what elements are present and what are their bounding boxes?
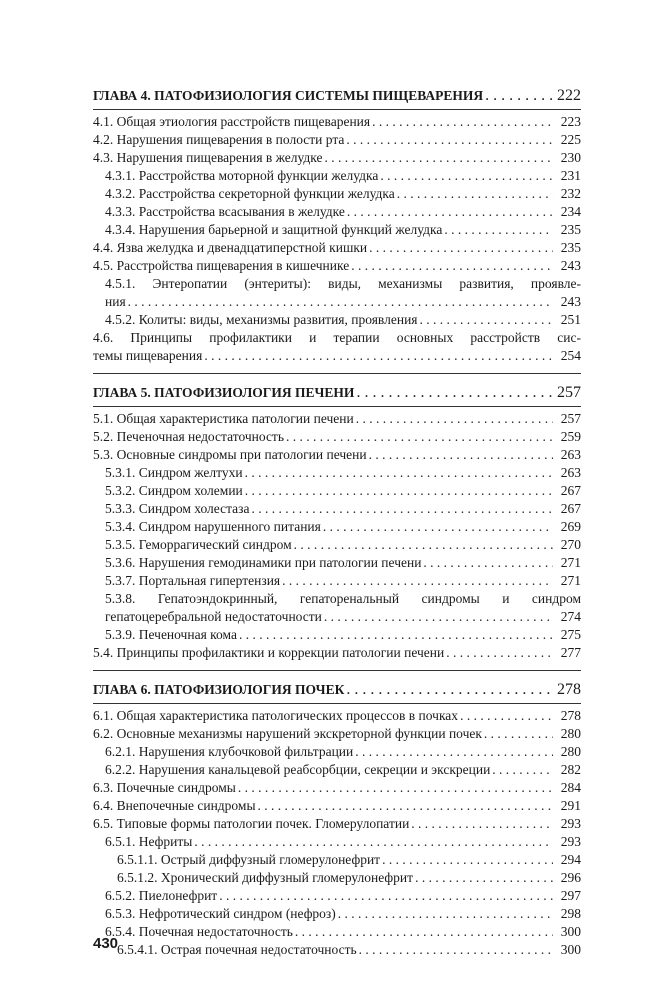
toc-entry[interactable] <box>93 815 581 833</box>
toc-entry-page: 231 <box>560 168 581 183</box>
toc-entry[interactable] <box>93 428 581 446</box>
toc-entry[interactable] <box>93 626 581 644</box>
toc-entry-text: 4.2. Нарушения пищеварения в полости рта <box>93 132 345 147</box>
leader-dots <box>446 644 553 662</box>
toc-entry-text: 6.5.4. Почечная недостаточность <box>105 924 293 939</box>
toc-entry-page: 293 <box>560 834 581 849</box>
toc-entry[interactable] <box>93 851 581 869</box>
toc-entry-page: 243 <box>560 294 581 309</box>
chapter-title: ГЛАВА 5. ПАТОФИЗИОЛОГИЯ ПЕЧЕНИ <box>93 385 355 400</box>
leader-dots <box>359 941 553 959</box>
toc-entry[interactable] <box>93 131 581 149</box>
leader-dots <box>282 572 553 590</box>
leader-dots <box>372 113 553 131</box>
toc-entry-continuation: гепатоцеребральной недостаточности <box>105 609 322 624</box>
toc-entry[interactable] <box>93 410 581 428</box>
leader-dots <box>411 815 553 833</box>
toc-entry[interactable] <box>93 869 581 887</box>
toc-entry-page: 300 <box>560 924 581 939</box>
toc-entry-page: 271 <box>560 555 581 570</box>
leader-dots <box>204 347 553 365</box>
toc-entry-page: 269 <box>560 519 581 534</box>
toc-entry-text: 5.3.2. Синдром холемии <box>105 483 243 498</box>
toc-entry-text: 6.2.2. Нарушения канальцевой реабсорбции, секреции и экскреции <box>105 762 491 777</box>
toc-entry[interactable] <box>93 482 581 500</box>
leader-dots <box>338 905 553 923</box>
toc-entry[interactable] <box>93 239 581 257</box>
toc-entry[interactable] <box>93 518 581 536</box>
toc-entry-text: 6.5.2. Пиелонефрит <box>105 888 218 903</box>
leader-dots <box>423 554 553 572</box>
toc-entry-text: 6.5.1. Нефриты <box>105 834 193 849</box>
leader-dots <box>346 131 553 149</box>
toc-entry[interactable] <box>93 311 581 329</box>
chapter-entries <box>93 704 581 967</box>
leader-dots <box>347 203 553 221</box>
toc-entry-page: 284 <box>560 780 581 795</box>
toc-entry-text: 5.3.9. Печеночная кома <box>105 627 237 642</box>
leader-dots <box>460 707 553 725</box>
toc-entry-text: 6.5.1.1. Острый диффузный гломерулонефрит <box>117 852 381 867</box>
toc-entry-continuation: ния <box>105 294 126 309</box>
toc-entry[interactable] <box>93 644 581 662</box>
leader-dots <box>323 518 553 536</box>
toc-entry[interactable] <box>93 257 581 275</box>
toc-entry-page: 232 <box>560 186 581 201</box>
toc-entry[interactable] <box>93 725 581 743</box>
toc-entry-page: 267 <box>560 483 581 498</box>
leader-dots <box>492 761 553 779</box>
leader-dots <box>245 464 553 482</box>
toc-entry-text: 6.3. Почечные синдромы <box>93 780 236 795</box>
toc-entry[interactable] <box>93 221 581 239</box>
toc-entry-page: 280 <box>560 744 581 759</box>
leader-dots <box>355 743 553 761</box>
leader-dots <box>239 626 553 644</box>
leader-dots <box>356 380 553 406</box>
toc-entry-text: 5.3.4. Синдром нарушенного питания <box>105 519 321 534</box>
toc-entry[interactable] <box>93 572 581 590</box>
toc-entry-page: 235 <box>560 240 581 255</box>
leader-dots <box>219 887 553 905</box>
toc-entry-text: 6.5.3. Нефротический синдром (нефроз) <box>105 906 336 921</box>
toc-entry-text: 5.2. Печеночная недостаточность <box>93 429 284 444</box>
toc-entry[interactable] <box>93 905 581 923</box>
toc-entry-page: 243 <box>560 258 581 273</box>
toc-entry-page: 275 <box>560 627 581 642</box>
toc-entry-page: 274 <box>560 609 581 624</box>
toc-entry[interactable] <box>93 779 581 797</box>
toc-entry-text: 6.2.1. Нарушения клубочковой фильтрации <box>105 744 354 759</box>
toc-entry-page: 294 <box>560 852 581 867</box>
toc-entry[interactable] <box>93 923 581 941</box>
leader-dots <box>369 446 553 464</box>
leader-dots <box>485 83 553 109</box>
chapter-entries <box>93 110 581 373</box>
toc-entry-page: 282 <box>560 762 581 777</box>
leader-dots <box>128 293 553 311</box>
toc-entry-text: 5.3. Основные синдромы при патологии печени <box>93 447 367 462</box>
toc-entry-text: 5.3.1. Синдром желтухи <box>105 465 243 480</box>
toc-entry-page: 296 <box>560 870 581 885</box>
toc-entry[interactable] <box>93 149 581 167</box>
toc-entry-text: 5.1. Общая характеристика патологии печени <box>93 411 354 426</box>
leader-dots <box>415 869 553 887</box>
toc-entry-text: 4.1. Общая этиология расстройств пищеварения <box>93 114 371 129</box>
leader-dots <box>346 677 553 703</box>
toc-entry[interactable] <box>93 113 581 131</box>
toc-entry[interactable] <box>93 797 581 815</box>
leader-dots <box>251 500 553 518</box>
chapter-page: 222 <box>557 87 581 104</box>
toc-entry[interactable] <box>93 536 581 554</box>
toc-entry-text: 4.3.3. Расстройства всасывания в желудке <box>105 204 345 219</box>
toc-entry[interactable] <box>93 203 581 221</box>
toc-entry-page: 293 <box>560 816 581 831</box>
chapter-heading <box>93 83 581 109</box>
toc-entry[interactable] <box>93 446 581 464</box>
toc-entry-page: 271 <box>560 573 581 588</box>
chapter-heading <box>93 677 581 703</box>
chapter-title: ГЛАВА 4. ПАТОФИЗИОЛОГИЯ СИСТЕМЫ ПИЩЕВАРЕНИЯ <box>93 88 484 103</box>
toc-entry[interactable] <box>93 707 581 725</box>
leader-dots <box>444 221 553 239</box>
toc-entry-text: 5.3.7. Портальная гипертензия <box>105 573 281 588</box>
toc-entry-text: 6.5.1.2. Хронический диффузный гломерулонефрит <box>117 870 414 885</box>
leader-dots <box>258 797 553 815</box>
table-of-contents <box>93 83 581 967</box>
toc-entry[interactable] <box>93 761 581 779</box>
toc-entry-text: 4.3.1. Расстройства моторной функции желудка <box>105 168 379 183</box>
leader-dots <box>194 833 553 851</box>
toc-entry[interactable] <box>93 941 581 959</box>
toc-entry[interactable] <box>93 329 581 365</box>
toc-entry-page: 270 <box>560 537 581 552</box>
leader-dots <box>369 239 553 257</box>
toc-entry-page: 234 <box>560 204 581 219</box>
toc-entry-page: 230 <box>560 150 581 165</box>
toc-entry-page: 278 <box>560 708 581 723</box>
toc-entry-page: 291 <box>560 798 581 813</box>
leader-dots <box>286 428 553 446</box>
toc-entry[interactable] <box>93 887 581 905</box>
toc-entry-page: 263 <box>560 447 581 462</box>
leader-dots <box>351 257 553 275</box>
toc-entry[interactable] <box>93 185 581 203</box>
leader-dots <box>325 149 553 167</box>
chapter-entries <box>93 407 581 670</box>
page-number: 430 <box>93 935 119 952</box>
toc-entry-text: 6.4. Внепочечные синдромы <box>93 798 256 813</box>
toc-entry-text: 5.3.5. Геморрагический синдром <box>105 537 292 552</box>
leader-dots <box>295 923 553 941</box>
toc-entry-page: 254 <box>560 348 581 363</box>
toc-entry-text: 6.5.4.1. Острая почечная недостаточность <box>117 942 357 957</box>
toc-entry-text: 4.3.2. Расстройства секреторной функции желудка <box>105 186 395 201</box>
toc-entry-page: 251 <box>560 312 581 327</box>
leader-dots <box>245 482 553 500</box>
toc-entry[interactable] <box>93 167 581 185</box>
toc-entry-text: 4.3. Нарушения пищеварения в желудке <box>93 150 323 165</box>
toc-entry-page: 277 <box>560 645 581 660</box>
toc-entry-text: 4.5.1. Энтеропатии (энтериты): виды, механизмы развития, проявле- <box>105 276 581 291</box>
leader-dots <box>294 536 553 554</box>
toc-entry[interactable] <box>93 554 581 572</box>
toc-entry-text: 5.3.8. Гепатоэндокринный, гепаторенальный синдромы и синдром <box>105 591 581 606</box>
leader-dots <box>420 311 553 329</box>
toc-entry[interactable] <box>93 833 581 851</box>
toc-entry-text: 5.4. Принципы профилактики и коррекции патологии печени <box>93 645 445 660</box>
toc-entry-text: 4.3.4. Нарушения барьерной и защитной функций желудка <box>105 222 443 237</box>
toc-entry-text: 4.5. Расстройства пищеварения в кишечнике <box>93 258 350 273</box>
toc-entry[interactable] <box>93 275 581 311</box>
toc-entry-page: 297 <box>560 888 581 903</box>
toc-entry-continuation: темы пищеварения <box>93 348 203 363</box>
toc-entry-page: 280 <box>560 726 581 741</box>
toc-entry-page: 225 <box>560 132 581 147</box>
toc-entry-page: 235 <box>560 222 581 237</box>
leader-dots <box>382 851 553 869</box>
leader-dots <box>324 608 553 626</box>
leader-dots <box>356 410 553 428</box>
chapter-heading <box>93 380 581 406</box>
leader-dots <box>380 167 553 185</box>
chapter-page: 257 <box>557 384 581 401</box>
toc-entry-page: 223 <box>560 114 581 129</box>
toc-entry-text: 4.4. Язва желудка и двенадцатиперстной кишки <box>93 240 368 255</box>
toc-entry-page: 298 <box>560 906 581 921</box>
toc-entry-page: 257 <box>560 411 581 426</box>
leader-dots <box>397 185 553 203</box>
toc-entry-text: 5.3.6. Нарушения гемодинамики при патологии печени <box>105 555 422 570</box>
toc-entry-text: 6.2. Основные механизмы нарушений экскреторной функции почек <box>93 726 482 741</box>
toc-entry-text: 6.1. Общая характеристика патологических процессов в почках <box>93 708 459 723</box>
toc-entry-page: 259 <box>560 429 581 444</box>
toc-entry[interactable] <box>93 743 581 761</box>
toc-entry[interactable] <box>93 500 581 518</box>
toc-entry-page: 300 <box>560 942 581 957</box>
toc-entry-text: 6.5. Типовые формы патологии почек. Гломерулопатии <box>93 816 410 831</box>
chapter-page: 278 <box>557 681 581 698</box>
toc-entry-page: 263 <box>560 465 581 480</box>
toc-entry-page: 267 <box>560 501 581 516</box>
leader-dots <box>238 779 553 797</box>
leader-dots <box>484 725 553 743</box>
toc-entry-text: 4.6. Принципы профилактики и терапии основных расстройств сис- <box>93 330 581 345</box>
chapter-title: ГЛАВА 6. ПАТОФИЗИОЛОГИЯ ПОЧЕК <box>93 682 345 697</box>
toc-entry[interactable] <box>93 464 581 482</box>
toc-entry-text: 4.5.2. Колиты: виды, механизмы развития, проявления <box>105 312 418 327</box>
toc-entry[interactable] <box>93 590 581 626</box>
toc-entry-text: 5.3.3. Синдром холестаза <box>105 501 250 516</box>
